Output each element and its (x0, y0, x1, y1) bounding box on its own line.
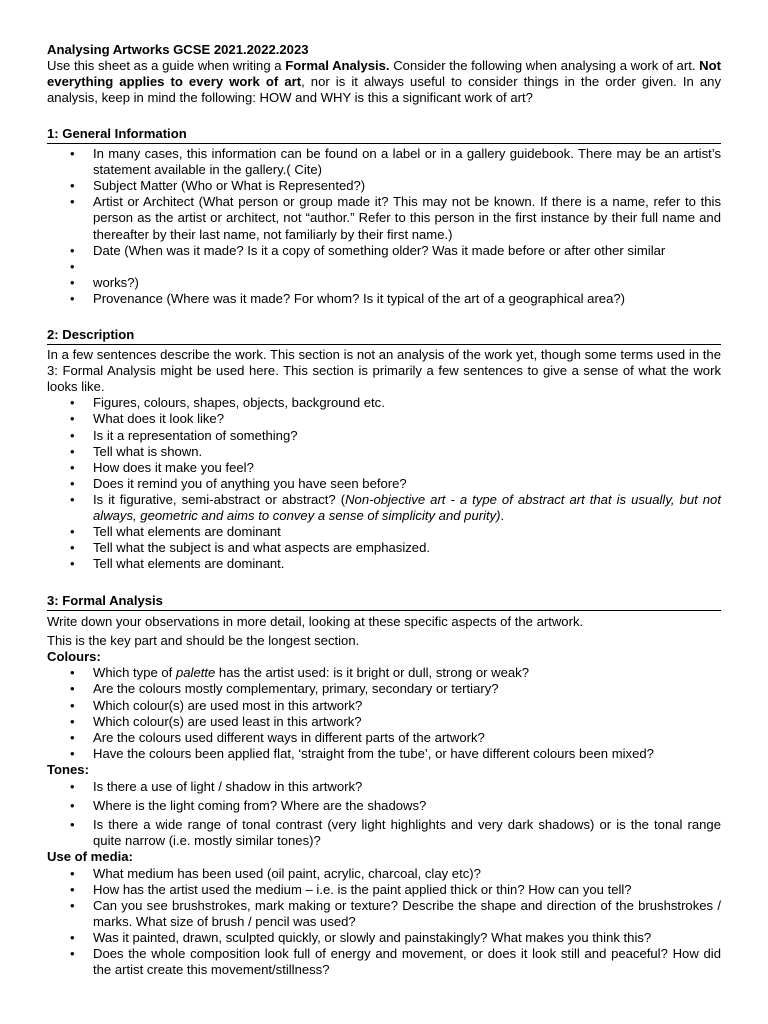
list-item: • Does it remind you of anything you have seen before? (47, 476, 721, 492)
media-list (47, 866, 721, 979)
subheading-tones: Tones: (47, 761, 89, 777)
list-item: • Is it a representation of something? (47, 428, 721, 444)
colours-list (47, 665, 721, 762)
tones-list (47, 779, 721, 849)
list-item: • Date (When was it made? Is it a copy of something older? Was it made before or after other similar (47, 243, 721, 259)
general-info-list (47, 146, 721, 307)
section-intro: This is the key part and should be the longest section. (47, 633, 360, 649)
list-item: • In many cases, this information can be found on a label or in a gallery guidebook. There may be an artist’s statement available in the gallery.( Cite) (47, 146, 721, 178)
section-formal-analysis (47, 593, 721, 978)
document-header (47, 42, 721, 106)
section-heading: 3: Formal Analysis (47, 593, 721, 611)
list-item: • Can you see brushstrokes, mark making or texture? Describe the shape and direction of the brushstrokes / marks. What size of brush / pencil was used? (47, 898, 721, 930)
subheading-use-of-media: Use of media: (47, 849, 133, 865)
list-item: • Is there a wide range of tonal contrast (very light highlights and very dark shadows) or is the tonal range quite narrow (i.e. mostly similar tones)? (47, 817, 721, 849)
list-item: • Which colour(s) are used least in this artwork? (47, 714, 721, 730)
list-item: • Where is the light coming from? Where are the shadows? (47, 798, 721, 814)
list-item: • Are the colours mostly complementary, primary, secondary or tertiary? (47, 681, 721, 697)
list-item: • Subject Matter (Who or What is Represented?) (47, 178, 721, 194)
list-item: • works?) (47, 275, 721, 291)
subheading-colours: Colours: (47, 649, 101, 665)
document-title: Analysing Artworks GCSE 2021.2022.2023 (47, 42, 309, 57)
list-item: • Have the colours been applied flat, ‘straight from the tube’, or have different colours been mixed? (47, 746, 721, 762)
list-item: • Is there a use of light / shadow in this artwork? (47, 779, 721, 795)
list-item: • What medium has been used (oil paint, acrylic, charcoal, clay etc)? (47, 866, 721, 882)
list-item: • Which type of palette has the artist used: is it bright or dull, strong or weak? (47, 665, 721, 681)
list-item: • Artist or Architect (What person or group made it? This may not be known. If there is a name, refer to this person as the artist or architect, not “author.” Refer to this person in the first instance by their full name and thereafter by their last name, not familiarly by their first name.) (47, 194, 721, 242)
list-item: • Does the whole composition look full of energy and movement, or does it look still and peaceful? How did the artist create this movement/stillness? (47, 946, 721, 978)
section-intro: In a few sentences describe the work. This section is not an analysis of the work yet, though some terms used in the 3: Formal Analysis might be used here. This section is primarily a few sentences to give a sense of what the work looks like. (47, 347, 721, 395)
list-item: • Are the colours used different ways in different parts of the artwork? (47, 730, 721, 746)
section-heading: 1: General Information (47, 126, 721, 144)
list-item: • Figures, colours, shapes, objects, background etc. (47, 395, 721, 411)
list-item: • Tell what elements are dominant (47, 524, 721, 540)
description-list (47, 395, 721, 572)
section-intro: Write down your observations in more detail, looking at these specific aspects of the artwork. (47, 614, 584, 630)
list-item: • How does it make you feel? (47, 460, 721, 476)
section-description (47, 327, 721, 572)
list-item: • Tell what is shown. (47, 444, 721, 460)
list-item: • Was it painted, drawn, sculpted quickly, or slowly and painstakingly? What makes you think this? (47, 930, 721, 946)
section-general-information (47, 126, 721, 307)
list-item: • Tell what the subject is and what aspects are emphasized. (47, 540, 721, 556)
list-item: • What does it look like? (47, 411, 721, 427)
list-item (47, 259, 721, 275)
intro-paragraph: Use this sheet as a guide when writing a Formal Analysis. Consider the following when analysing a work of art. Not everything applies to every work of art, nor is it always useful to consider things in the order given. In any analysis, keep in mind the following: HOW and WHY is this a significant work of art? (47, 58, 721, 106)
list-item: • How has the artist used the medium – i.e. is the paint applied thick or thin? How can you tell? (47, 882, 721, 898)
list-item: • Provenance (Where was it made? For whom? Is it typical of the art of a geographical area?) (47, 291, 721, 307)
section-heading: 2: Description (47, 327, 721, 345)
list-item: • Which colour(s) are used most in this artwork? (47, 698, 721, 714)
list-item: • Tell what elements are dominant. (47, 556, 721, 572)
list-item: • Is it figurative, semi-abstract or abstract? (Non-objective art - a type of abstract art that is usually, but not always, geometric and aims to convey a sense of simplicity and purity). (47, 492, 721, 524)
